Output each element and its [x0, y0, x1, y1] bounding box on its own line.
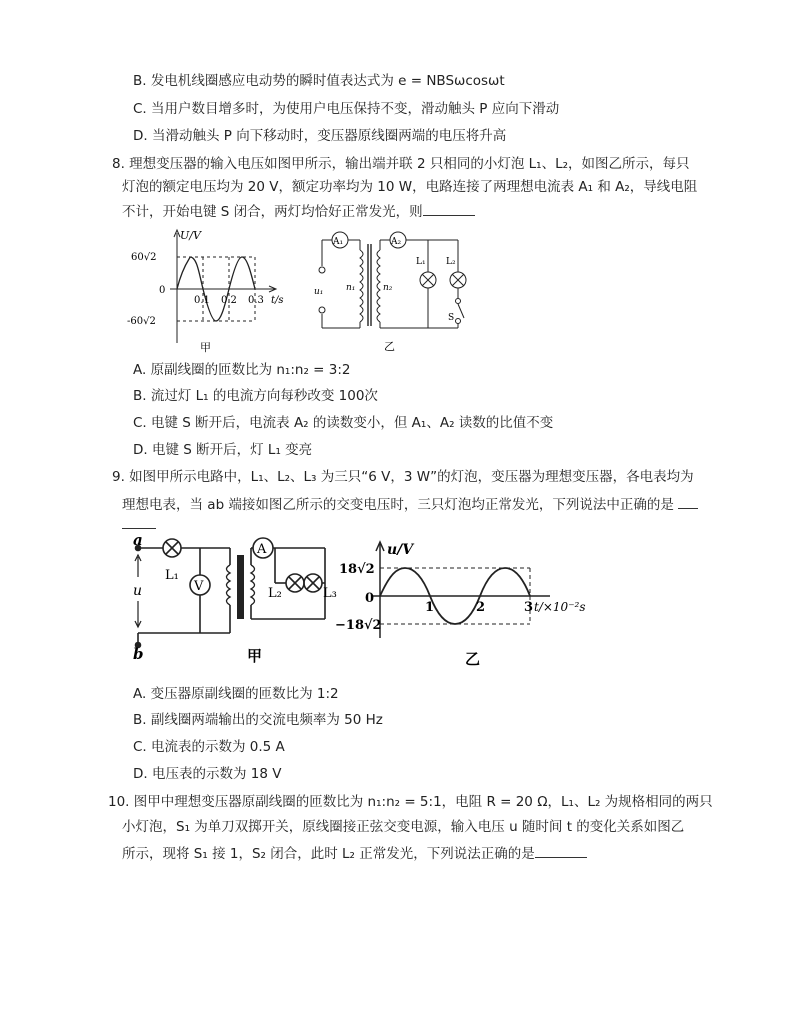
graph-y-top: 60√2	[131, 252, 157, 263]
q8-stem-line1: 8. 理想变压器的输入电压如图甲所示，输出端并联 2 只相同的小灯泡 L₁、L₂，如图乙所示，每只	[112, 156, 690, 172]
answer-blank	[678, 494, 698, 509]
figure-caption: 乙	[465, 650, 481, 668]
q8-stem-line2: 灯泡的额定电压均为 20 V，额定功率均为 10 W，电路连接了两理想电流表 A₁ 和 A₂，导线电阻	[122, 179, 698, 195]
q9-stem-line2-text: 理想电表，当 ab 端接如图乙所示的交变电压时，三只灯泡均正常发光，下列说法中正确的是	[122, 497, 674, 513]
q10-stem-line2: 小灯泡，S₁ 为单刀双掷开关，原线圈接正弦交变电源，输入电压 u 随时间 t 的变化关系如图乙	[122, 819, 685, 835]
graph-tick-1: 1	[425, 600, 435, 615]
q8-stem-line3-text: 不计，开始电键 S 闭合，两灯均恰好正常发光，则	[122, 204, 423, 220]
q9-option-c: C. 电流表的示数为 0.5 A	[133, 739, 285, 755]
ammeter-label: A	[257, 542, 267, 557]
q9-stem-line1: 9. 如图甲所示电路中，L₁、L₂、L₃ 为三只“6 V，3 W”的灯泡，变压器为理想变压器，各电表均为	[112, 469, 694, 485]
q8-option-b: B. 流过灯 L₁ 的电流方向每秒改变 100次	[133, 388, 378, 404]
answer-blank	[535, 843, 587, 858]
source-voltage-label: u	[133, 583, 143, 599]
q9-stem-line2	[122, 494, 698, 514]
answer-blank	[423, 201, 475, 216]
graph-tick-2: 0.2	[221, 295, 237, 306]
q9-option-d: D. 电压表的示数为 18 V	[133, 766, 282, 782]
figure-caption: 甲	[247, 647, 263, 665]
graph-y-zero: 0	[365, 591, 375, 606]
lamp-l1-label: L₁	[165, 568, 179, 583]
graph-y-zero: 0	[159, 285, 166, 296]
figure-caption: 甲	[200, 341, 211, 354]
graph-xlabel: t/s	[271, 295, 284, 306]
q8-option-a: A. 原副线圈的匝数比为 n₁:n₂ = 3:2	[133, 362, 351, 378]
lamp-l2-label: L₂	[446, 257, 456, 267]
ammeter-a1-label: A₁	[333, 237, 344, 247]
graph-tick-3: 3	[524, 600, 534, 615]
ammeter-a2-label: A₂	[391, 237, 402, 247]
q8-stem-line3	[122, 201, 475, 221]
switch-s-label: S	[448, 313, 455, 323]
input-voltage-label: u₁	[314, 287, 324, 297]
q9-stem-line3	[122, 514, 156, 534]
terminal-a-label: a	[133, 535, 143, 549]
q8-option-d: D. 电键 S 断开后，灯 L₁ 变亮	[133, 442, 313, 458]
q9-option-a: A. 变压器原副线圈的匝数比为 1:2	[133, 686, 339, 702]
graph-y-bottom: −18√2	[335, 618, 382, 633]
primary-turns-label: n₁	[346, 283, 356, 293]
q7-option-c: C. 当用户数目增多时，为使用户电压保持不变，滑动触头 P 应向下滑动	[133, 101, 560, 117]
graph-tick-2: 2	[476, 600, 486, 615]
q7-option-d: D. 当滑动触头 P 向下移动时，变压器原线圈两端的电压将升高	[133, 128, 507, 144]
graph-ylabel: u/V	[387, 542, 414, 558]
q8-voltage-graph	[125, 225, 295, 355]
graph-xlabel: t/×10⁻²s	[534, 600, 586, 614]
q7-option-b: B. 发电机线圈感应电动势的瞬时值表达式为 e = NBSωcosωt	[133, 73, 505, 89]
graph-tick-1: 0.1	[194, 295, 210, 306]
q9-circuit	[125, 535, 360, 665]
graph-y-top: 18√2	[339, 562, 375, 577]
voltmeter-label: V	[194, 579, 204, 594]
answer-blank-continued	[122, 514, 156, 529]
graph-tick-3: 0.3	[248, 295, 264, 306]
q10-stem-line3	[122, 843, 587, 863]
q10-stem-line1: 10. 图甲中理想变压器原副线圈的匝数比为 n₁:n₂ = 5:1，电阻 R = 20 Ω，L₁、L₂ 为规格相同的两只	[108, 794, 713, 810]
lamp-l3-label: L₃	[323, 586, 337, 601]
q10-stem-line3-text: 所示，现将 S₁ 接 1，S₂ 闭合，此时 L₂ 正常发光，下列说法正确的是	[122, 846, 535, 862]
graph-ylabel: U/V	[180, 229, 201, 242]
q9-voltage-graph	[335, 538, 615, 668]
lamp-l2-label: L₂	[268, 586, 282, 601]
secondary-turns-label: n₂	[383, 283, 393, 293]
q9-option-b: B. 副线圈两端输出的交流电频率为 50 Hz	[133, 712, 383, 728]
terminal-b-label: b	[133, 645, 144, 663]
q8-option-c: C. 电键 S 断开后，电流表 A₂ 的读数变小，但 A₁、A₂ 读数的比值不变	[133, 415, 554, 431]
graph-y-bottom: -60√2	[127, 316, 156, 327]
lamp-l1-label: L₁	[416, 257, 426, 267]
q8-transformer-circuit	[310, 228, 490, 353]
figure-caption: 乙	[384, 340, 395, 353]
